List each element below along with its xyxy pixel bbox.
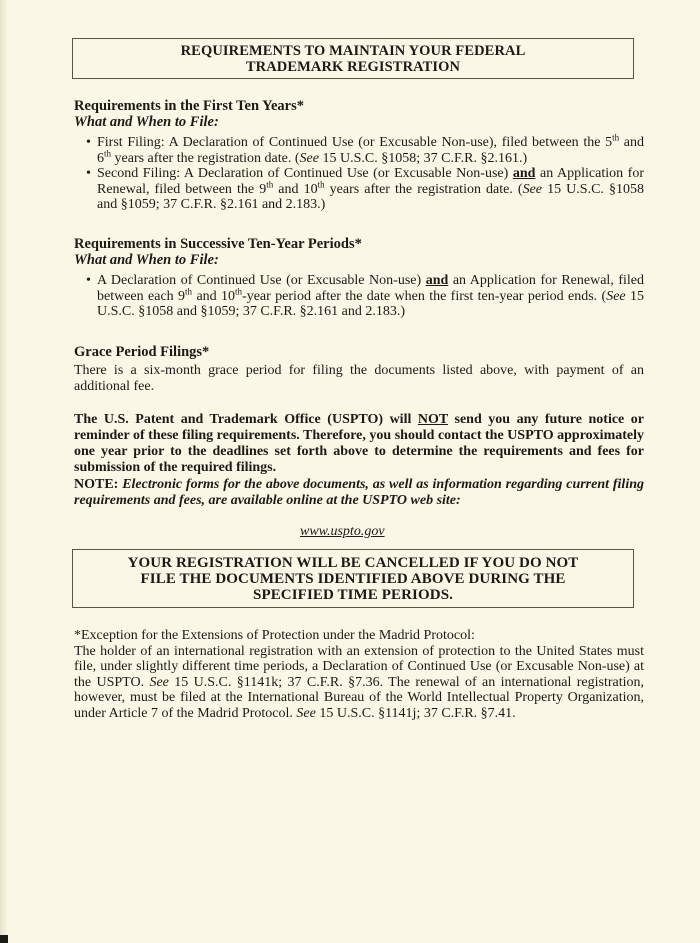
grace-text: There is a six-month grace period for filing the documents listed above, with payment of an additional fee. [74, 363, 644, 394]
warning-line-1: YOUR REGISTRATION WILL BE CANCELLED IF YOU DO NOT [127, 555, 579, 571]
title-line-1: REQUIREMENTS TO MAINTAIN YOUR FEDERAL [180, 43, 526, 59]
successive-list [74, 273, 644, 320]
uspto-website-link[interactable]: www.uspto.gov [300, 524, 385, 539]
page-edge-shadow [0, 0, 8, 943]
warning-line-3: SPECIFIED TIME PERIODS. [253, 587, 453, 603]
scan-corner-mark [0, 935, 8, 943]
successive-periods-section [74, 236, 644, 320]
title-box [72, 38, 634, 79]
warning-line-2: FILE THE DOCUMENTS IDENTIFIED ABOVE DURING THE [140, 571, 566, 587]
successive-subheading: What and When to File: [74, 252, 219, 268]
list-item: • First Filing: A Declaration of Continued Use (or Excusable Non-use), filed between the 5th and 6th years after the registration date. (See 15 U.S.C. §1058; 37 C.F.R. §2.161.) [74, 135, 644, 166]
note-paragraph: NOTE: Electronic forms for the above documents, as well as information regarding current filing requirements and fees, are available online at the USPTO web site: [74, 477, 644, 508]
successive-heading: Requirements in Successive Ten-Year Periods* [74, 236, 362, 252]
warning-box [72, 549, 634, 608]
first-ten-subheading: What and When to File: [74, 114, 219, 130]
title-line-2: TRADEMARK REGISTRATION [245, 59, 461, 75]
madrid-section [74, 628, 644, 721]
first-ten-years-section [74, 98, 644, 213]
list-item: • A Declaration of Continued Use (or Excusable Non-use) and an Application for Renewal, filed between each 9th and 10th-year period after the date when the first ten-year period ends. (See 15 U.S.C. §1058 and §1059; 37 C.F.R. §2.161 and 2.183.) [74, 273, 644, 320]
list-item: • Second Filing: A Declaration of Continued Use (or Excusable Non-use) and an Application for Renewal, filed between the 9th and 10th years after the registration date. (See 15 U.S.C. §1058 and §1059; 37 C.F.R. §2.161 and 2.183.) [74, 166, 644, 213]
grace-heading: Grace Period Filings* [74, 344, 210, 360]
uspto-notice-section [74, 412, 644, 509]
first-ten-heading: Requirements in the First Ten Years* [74, 98, 304, 114]
madrid-heading: *Exception for the Extensions of Protection under the Madrid Protocol: [74, 628, 475, 643]
grace-period-section [74, 344, 644, 394]
first-ten-list [74, 132, 644, 213]
madrid-text: The holder of an international registration with an extension of protection to the United States must file, under slightly different time periods, a Declaration of Continued Use (or Excusable Non-use) at the USPTO. See 15 U.S.C. §1141k; 37 C.F.R. §7.36. The renewal of an international registration, however, must be filed at the International Bureau of the World Intellectual Property Organization, under Article 7 of the Madrid Protocol. See 15 U.S.C. §1141j; 37 C.F.R. §7.41. [74, 643, 644, 721]
uspto-notice: The U.S. Patent and Trademark Office (USPTO) will NOT send you any future notice or reminder of these filing requirements. Therefore, you should contact the USPTO approximately one year prior to the deadlines set forth above to determine the requirements and fees for submission of the required filings. [74, 412, 645, 475]
